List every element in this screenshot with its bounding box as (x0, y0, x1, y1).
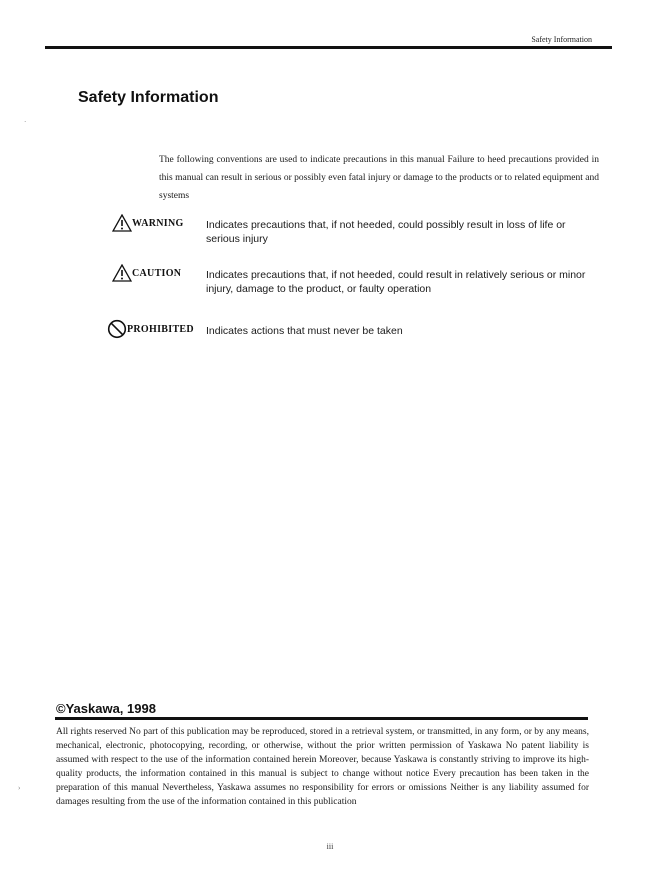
prohibited-label: PROHIBITED (127, 323, 194, 335)
copyright-title: ©Yaskawa, 1998 (56, 701, 156, 716)
scan-speck: · (24, 118, 27, 126)
warning-label: WARNING (132, 217, 184, 229)
caution-label: CAUTION (132, 267, 182, 279)
prohibited-label-group (107, 319, 194, 339)
copyright-rule (55, 717, 588, 720)
warning-description: Indicates precautions that, if not heeded, could possibly result in loss of life or serious injury (206, 219, 566, 245)
page-number: iii (326, 842, 334, 851)
prohibited-circle-icon (107, 319, 127, 339)
caution-description: Indicates precautions that, if not heeded, could result in relatively serious or minor injury, damage to the product, or faulty operation (206, 269, 586, 295)
warning-triangle-icon (112, 214, 132, 232)
copyright-body: All rights reserved No part of this publication may be reproduced, stored in a retrieval system, or transmitted, in any form, or by any means, mechanical, electronic, photocopying, recording, or otherwise, without the prior written permission of Yaskawa No patent liability is assumed with respect to the use of the information contained herein Moreover, because Yaskawa is constantly striving to improve its high-quality products, the information contained in this manual is subject to change without notice Every precaution has been taken in the preparation of this manual Nevertheless, Yaskawa assumes no responsibility for errors or omissions Neither is any liability assumed for damages resulting from the use of the information contained in this publication (56, 727, 589, 807)
warning-label-group (112, 214, 184, 232)
prohibited-description: Indicates actions that must never be taken (206, 325, 403, 337)
header-rule (45, 46, 612, 49)
scan-speck: › (18, 784, 21, 792)
caution-triangle-icon (112, 264, 132, 282)
running-header: Safety Information (531, 35, 592, 44)
caution-label-group (112, 264, 181, 282)
page-title: Safety Information (78, 89, 219, 106)
intro-paragraph: The following conventions are used to indicate precautions in this manual Failure to heed precautions provided in this manual can result in serious or possibly even fatal injury or damage to the products or to related equipment and systems (159, 155, 599, 201)
